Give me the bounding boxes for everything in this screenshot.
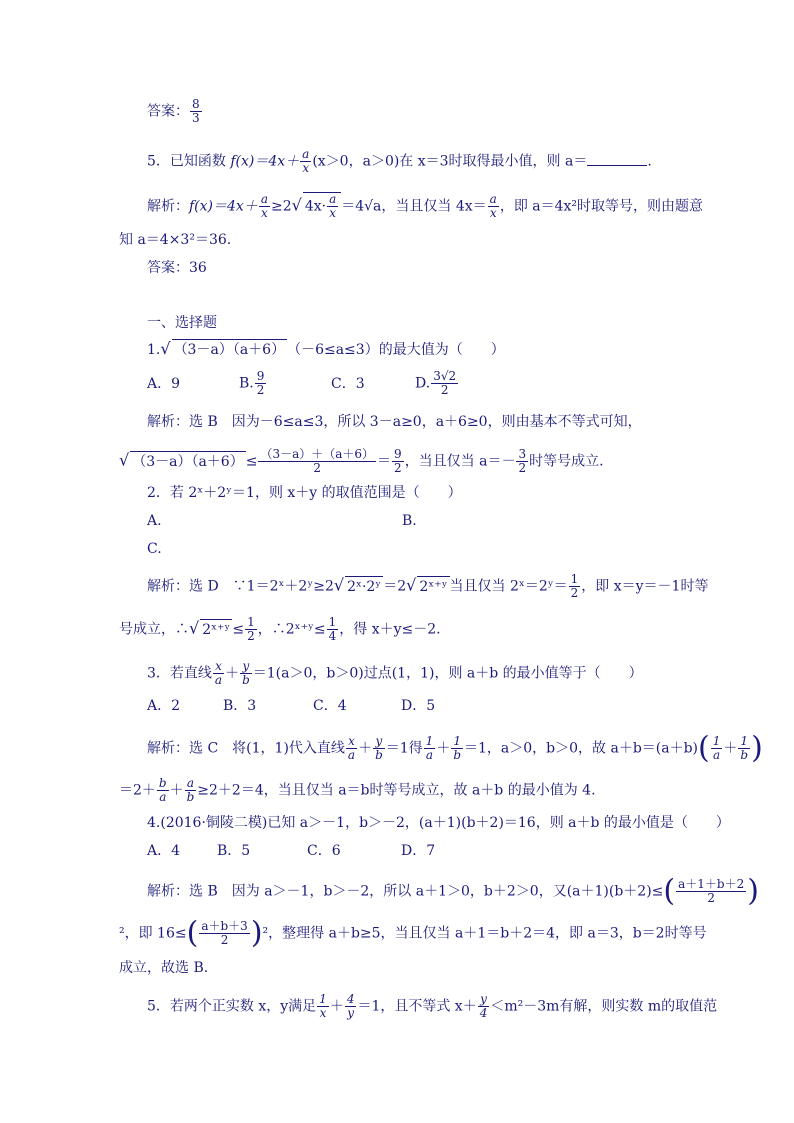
- q2-solution-line-1: 解析：选 D ∵1＝2ˣ＋2ʸ≥2√ 2ˣ·2ʸ ＝2√ 2ˣ⁺ʸ 当且仅当 2ˣ＝2ʸ＝ $\frac{1}{2}$ ，即 x＝y＝－1时等: [147, 572, 709, 600]
- q4-option-a: A．4: [147, 843, 181, 859]
- problem-5-stem: 5．已知函数 f(x)＝4x＋ $\frac{a}{x}$ (x＞0，a＞0)在 x＝3时取得最小值，则 a＝ .: [147, 147, 652, 175]
- q2-option-b: B.: [402, 513, 417, 529]
- q3-option-b: B．3: [223, 698, 257, 714]
- q2-option-c: C.: [147, 541, 162, 557]
- q3-stem: 3．若直线 $\frac{x}{a}$ ＋ $\frac{y}{b}$ ＝1(a＞0，b＞0)过点(1，1)，则 a＋b 的最小值等于（ ）: [147, 659, 643, 687]
- q3-option-c: C．4: [313, 698, 347, 714]
- problem-5-solution-line-2: 知 a＝4×3²＝36.: [119, 232, 232, 248]
- q2-stem: 2．若 2ˣ＋2ʸ＝1，则 x＋y 的取值范围是（ ）: [147, 485, 462, 501]
- q3-solution-line-2: ＝2＋ $\frac{b}{a}$ ＋ $\frac{a}{b}$ ≥2＋2＝4，当且仅当 a＝b时等号成立，故 a＋b 的最小值为 4.: [119, 776, 596, 804]
- q5-stem: 5．若两个正实数 x，y满足 $\frac{1}{x}$ ＋ $\frac{4}{y}$ ＝1，且不等式 x＋ $\frac{y}{4}$ ＜m²－3m有解，则实数 m的取值范: [147, 992, 718, 1020]
- q1-options: [147, 370, 459, 397]
- q1-option-b: B. $\frac{9}{2}$: [239, 369, 265, 397]
- q3-option-d: D．5: [401, 698, 436, 714]
- q4-option-c: C．6: [307, 843, 341, 859]
- q4-options: [147, 841, 435, 861]
- q3-options: [147, 696, 435, 716]
- q1-option-a: A．9: [147, 375, 181, 392]
- q1-solution-line-2: √ （3－a）（a＋6） ≤ $\frac{(3-a)+(a+6)}{2}$ ＝ $\frac{9}{2}$ ，当且仅当 a＝－ $\frac{3}{2}$ 时等号成立.: [119, 447, 604, 475]
- q4-solution-line-1: 解析：选 B 因为 a＞－1，b＞－2，所以 a＋1＞0，b＋2＞0，又(a＋1)(b＋2)≤( $\frac{a+1+b+2}{2}$ ): [147, 873, 759, 909]
- q4-option-b: B．5: [217, 843, 251, 859]
- q4-stem: 4.(2016·铜陵二模)已知 a＞－1，b＞－2，(a＋1)(b＋2)＝16，则 a＋b 的最小值是（ ）: [147, 815, 730, 831]
- answer-blank: [587, 153, 647, 166]
- section-title: 一、选择题: [147, 315, 217, 331]
- q3-option-a: A．2: [147, 698, 181, 714]
- answer-line-2: 答案：36: [147, 260, 207, 276]
- q3-solution-line-1: 解析：选 C 将(1，1)代入直线 $\frac{x}{a}$ ＋ $\frac{y}{b}$ ＝1得 $\frac{1}{a}$ ＋ $\frac{1}{b}$ ＝1，a＞0，b＞0，故 a＋b＝(a＋b)( $\frac{1}{a}$ ＋ $\frac{1}{b}$ ): [147, 730, 763, 766]
- q2-option-a: A.: [147, 513, 162, 529]
- problem-5-solution-line-1: 解析：f(x)＝4x＋ $\frac{a}{x}$ ≥2√ 4x· $\frac{a}{x}$ ＝4√a，当且仅当 4x＝ $\frac{a}{x}$ ，即 a＝4x²时取等号，则由题意: [147, 192, 704, 220]
- q4-solution-line-2: ²，即 16≤( $\frac{a+b+3}{2}$ )²，整理得 a＋b≥5，当且仅当 a＋1＝b＋2＝4，即 a＝3，b＝2时等号: [119, 915, 707, 951]
- answer-fraction: $\frac{8}{3}$: [192, 97, 200, 125]
- q1-option-d: D. $\frac{3√2}{2}$: [415, 369, 457, 397]
- q2-solution-line-2: 号成立，∴√ 2ˣ⁺ʸ ≤ $\frac{1}{2}$ ，∴2ˣ⁺ʸ≤ $\frac{1}{4}$ ，得 x＋y≤－2.: [119, 615, 441, 643]
- answer-line-1: 答案： $\frac{8}{3}$: [147, 97, 200, 125]
- q1-option-c: C．3: [331, 375, 365, 392]
- q4-option-d: D．7: [401, 843, 436, 859]
- q1-solution-line-1: 解析：选 B 因为－6≤a≤3，所以 3－a≥0，a＋6≥0，则由基本不等式可知，: [147, 414, 642, 430]
- q4-solution-line-3: 成立，故选 B.: [119, 960, 209, 976]
- q1-stem: 1.√ （3－a）（a＋6） （－6≤a≤3）的最大值为（ ）: [147, 339, 505, 358]
